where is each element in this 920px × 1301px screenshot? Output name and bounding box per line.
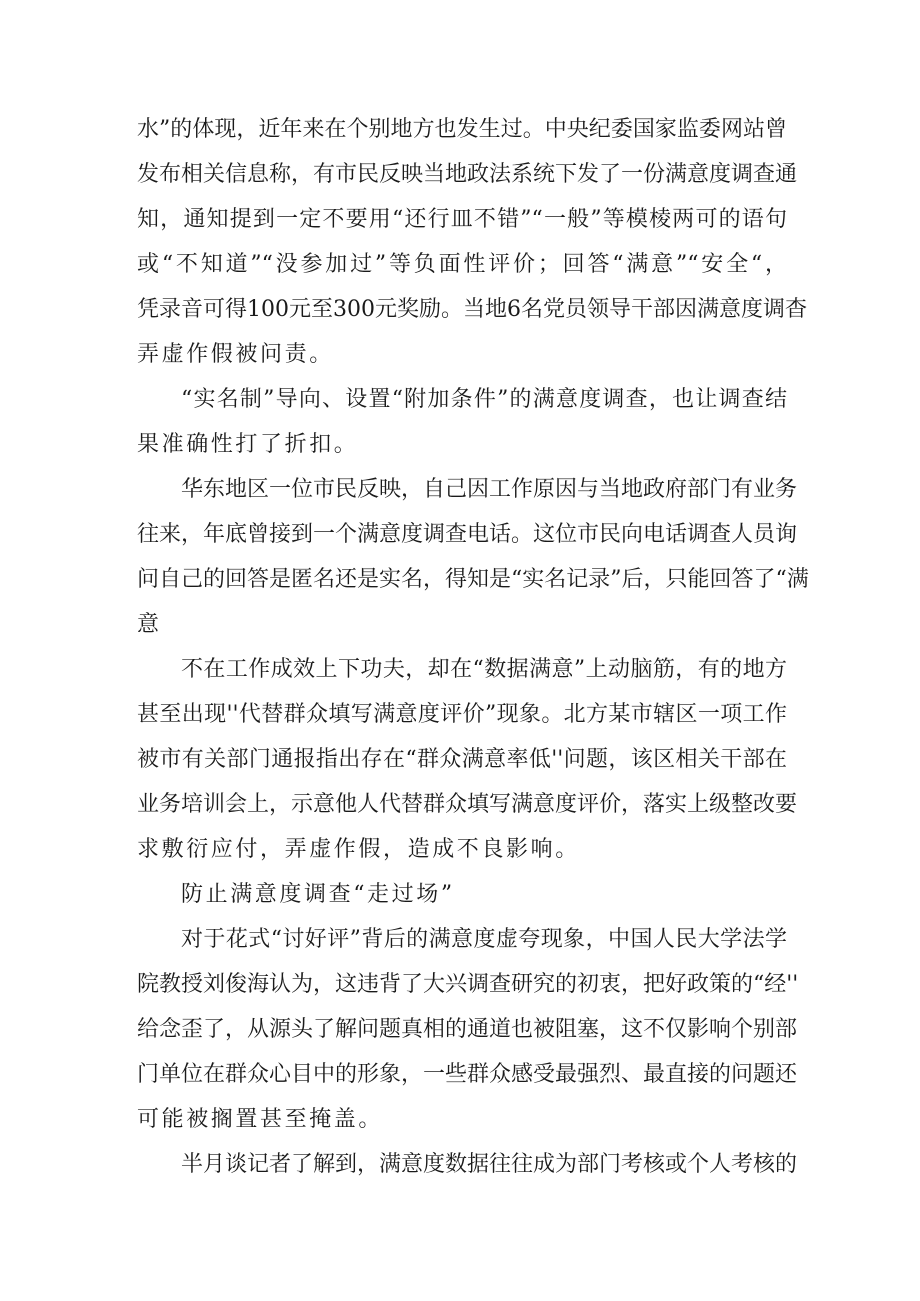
text-line: 知，通知提到一定不要用“还行皿不错”“一般”等模棱两可的语句 bbox=[137, 207, 787, 232]
text-line: 弄虚作假被问责。 bbox=[137, 342, 334, 367]
text-line: 果准确性打了折扣。 bbox=[137, 432, 359, 457]
text-line: 或“不知道”“没参加过”等负面性评价；回答“满意”“安全“， bbox=[137, 252, 787, 277]
paragraph-first-line: 半月谈记者了解到，满意度数据往往成为部门考核或个人考核的 bbox=[181, 1152, 798, 1177]
paragraph-first-line: 对于花式“讨好评”背后的满意度虚夸现象，中国人民大学法学 bbox=[181, 927, 787, 952]
text-line: 意 bbox=[137, 612, 162, 637]
paragraph-first-line: 华东地区一位市民反映，自己因工作原因与当地政府部门有业务 bbox=[181, 477, 798, 502]
text-line: 问自己的回答是匿名还是实名，得知是“实名记录”后，只能回答了“满 bbox=[137, 567, 809, 592]
text-line: 院教授刘俊海认为，这违背了大兴调查研究的初衷，把好政策的“经'' bbox=[137, 972, 799, 997]
text-line: 业务培训会上，示意他人代替群众填写满意度评价，落实上级整改要 bbox=[137, 792, 798, 817]
paragraph-first-line: “实名制”导向、设置“附加条件”的满意度调查，也让调查结 bbox=[181, 387, 787, 412]
section-heading: 防止满意度调查“走过场” bbox=[181, 882, 455, 907]
text-line: 被市有关部门通报指出存在“群众满意率低''问题，该区相关干部在 bbox=[137, 747, 787, 772]
text-line: 求敷衍应付，弄虚作假，造成不良影响。 bbox=[137, 837, 580, 862]
text-line: 可能被搁置甚至掩盖。 bbox=[137, 1107, 384, 1132]
text-line: 给念歪了，从源头了解问题真相的通道也被阻塞，这不仅影响个别部 bbox=[137, 1017, 798, 1042]
text-line: 甚至出现''代替群众填写满意度评价”现象。北方某市辖区一项工作 bbox=[137, 702, 787, 727]
text-line: 门单位在群众心目中的形象，一些群众感受最强烈、最直接的问题还 bbox=[137, 1062, 798, 1087]
text-line: 凭录音可得100元至300元奖励。当地6名党员领导干部因满意度调杳 bbox=[137, 297, 807, 322]
text-line: 往来，年底曾接到一个满意度调查电话。这位市民向电话调查人员询 bbox=[137, 522, 798, 547]
text-line: 水”的体现，近年来在个别地方也发生过。中央纪委国家监委网站曾 bbox=[137, 117, 787, 142]
text-line: 发布相关信息称，有市民反映当地政法系统下发了一份满意度调查通 bbox=[137, 162, 798, 187]
paragraph-first-line: 不在工作成效上下功夫，却在“数据满意”上动脑筋，有的地方 bbox=[181, 657, 787, 682]
